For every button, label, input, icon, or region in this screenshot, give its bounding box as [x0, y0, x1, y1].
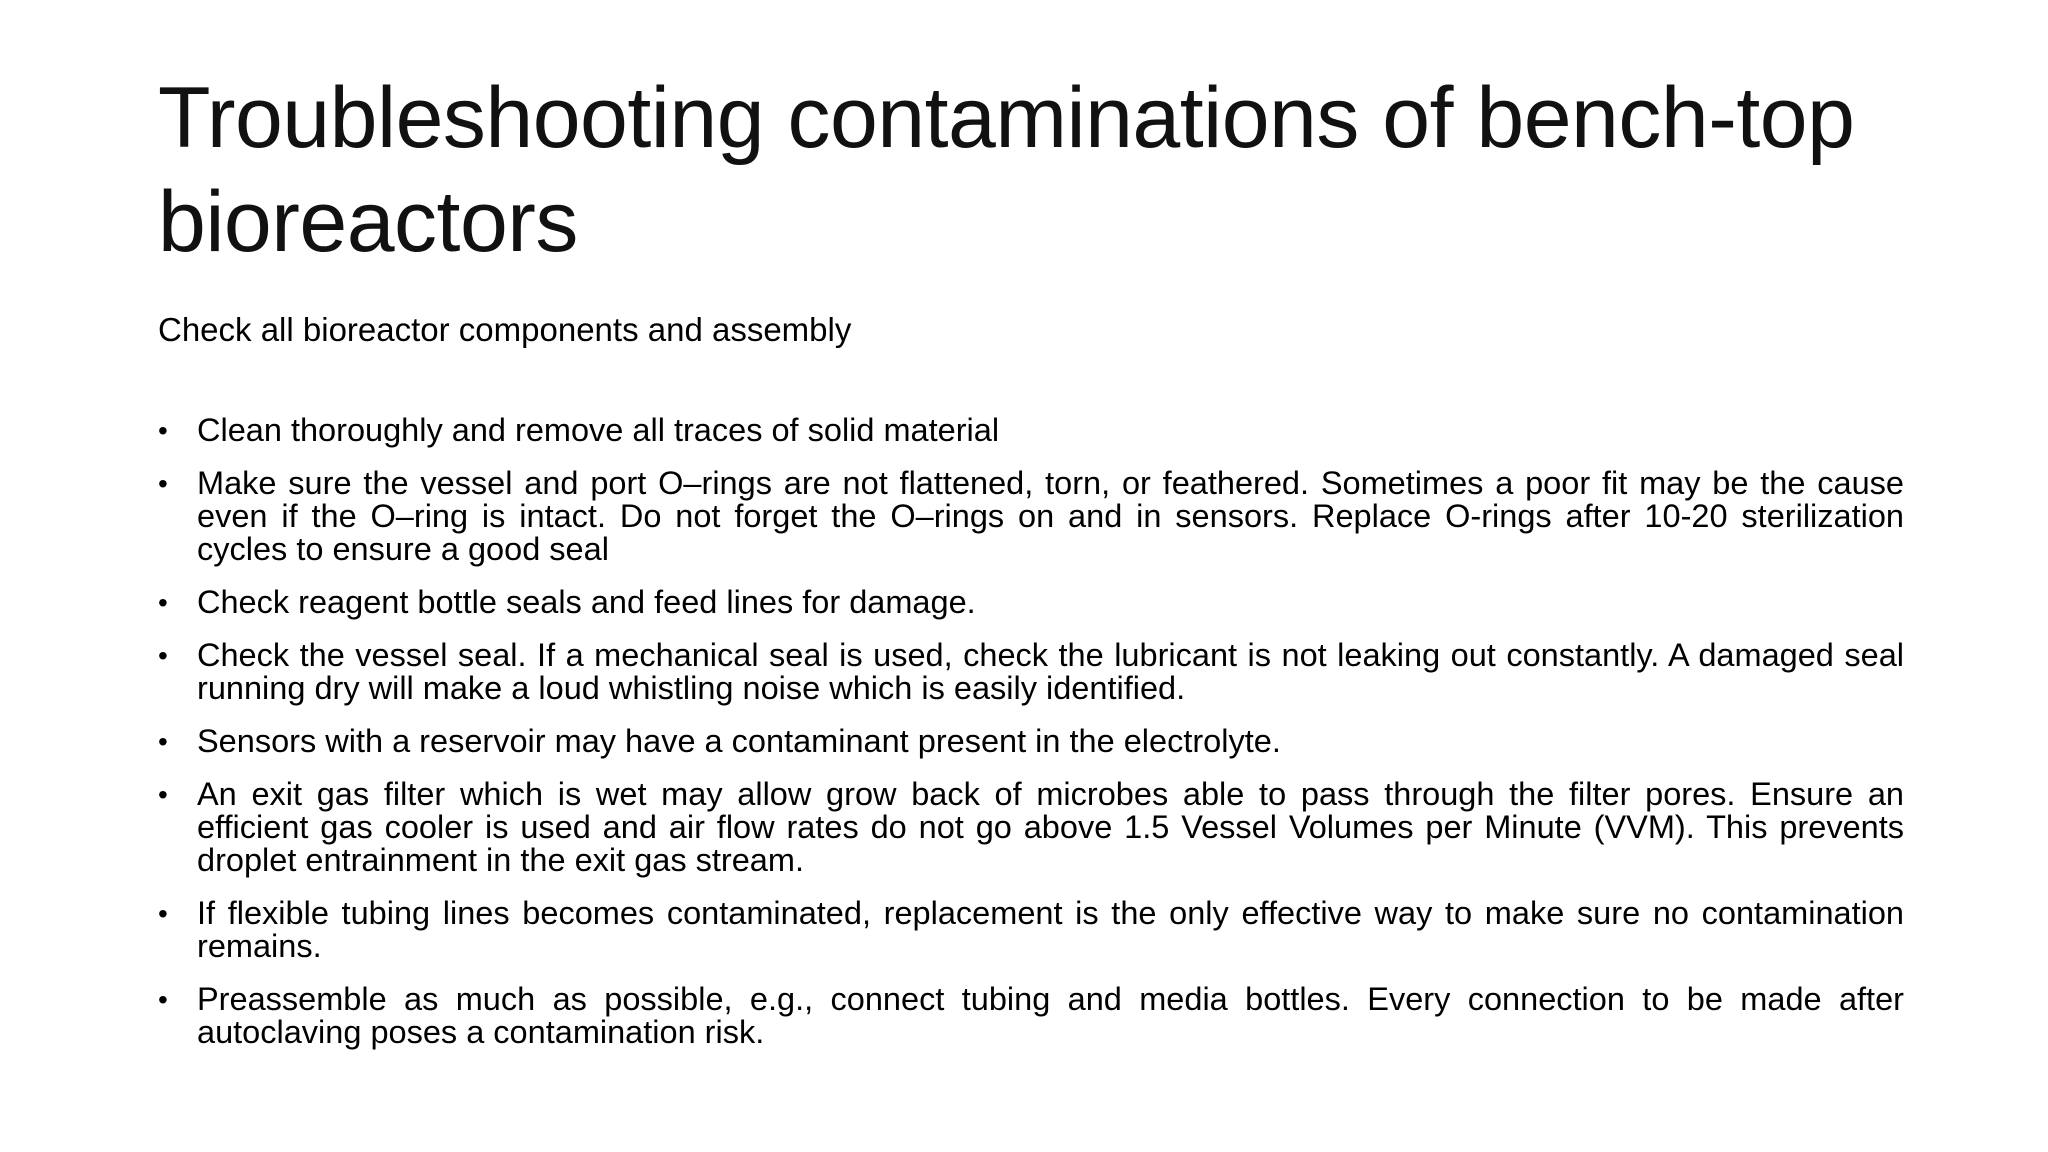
bullet-icon: •: [158, 587, 168, 618]
bullet-icon: •: [158, 898, 168, 929]
bullet-list: [158, 414, 1904, 1069]
bullet-item: [158, 778, 1904, 877]
bullet-text: Sensors with a reservoir may have a contaminant present in the electrolyte.: [197, 723, 1281, 759]
bullet-text: Preassemble as much as possible, e.g., connect tubing and media bottles. Every connection to be made after autoclaving poses a contamination risk.: [197, 981, 1904, 1050]
bullet-item: [158, 586, 1904, 619]
bullet-text: Check reagent bottle seals and feed lines for damage.: [197, 584, 976, 620]
bullet-item: [158, 897, 1904, 963]
bullet-icon: •: [158, 779, 168, 810]
bullet-item: [158, 414, 1904, 447]
bullet-icon: •: [158, 984, 168, 1015]
slide-title: Troubleshooting contaminations of bench-top bioreactors: [158, 70, 1855, 270]
bullet-text: An exit gas filter which is wet may allow grow back of microbes able to pass through the filter pores. Ensure an efficient gas cooler is used and air flow rates do not go above 1.5 Vessel Volumes per Minute (VVM). This prevents droplet entrainment in the exit gas stream.: [197, 776, 1904, 878]
bullet-item: [158, 467, 1904, 566]
bullet-icon: •: [158, 726, 168, 757]
bullet-item: [158, 725, 1904, 758]
bullet-item: [158, 639, 1904, 705]
bullet-icon: •: [158, 415, 168, 446]
slide-subtitle: Check all bioreactor components and assembly: [158, 311, 852, 348]
bullet-icon: •: [158, 640, 168, 671]
bullet-text: If flexible tubing lines becomes contaminated, replacement is the only effective way to make sure no contamination remains.: [197, 895, 1904, 964]
bullet-text: Check the vessel seal. If a mechanical seal is used, check the lubricant is not leaking out constantly. A damaged seal running dry will make a loud whistling noise which is easily identified.: [197, 637, 1904, 706]
bullet-text: Clean thoroughly and remove all traces of solid material: [197, 412, 1000, 448]
bullet-icon: •: [158, 468, 168, 499]
bullet-text: Make sure the vessel and port O–rings are not flattened, torn, or feathered. Sometimes a poor fit may be the cause even if the O–ring is intact. Do not forget the O–rings on and in sensors. Replace O-rings after 10-20 sterilization cycles to ensure a good seal: [197, 465, 1904, 567]
bullet-item: [158, 983, 1904, 1049]
